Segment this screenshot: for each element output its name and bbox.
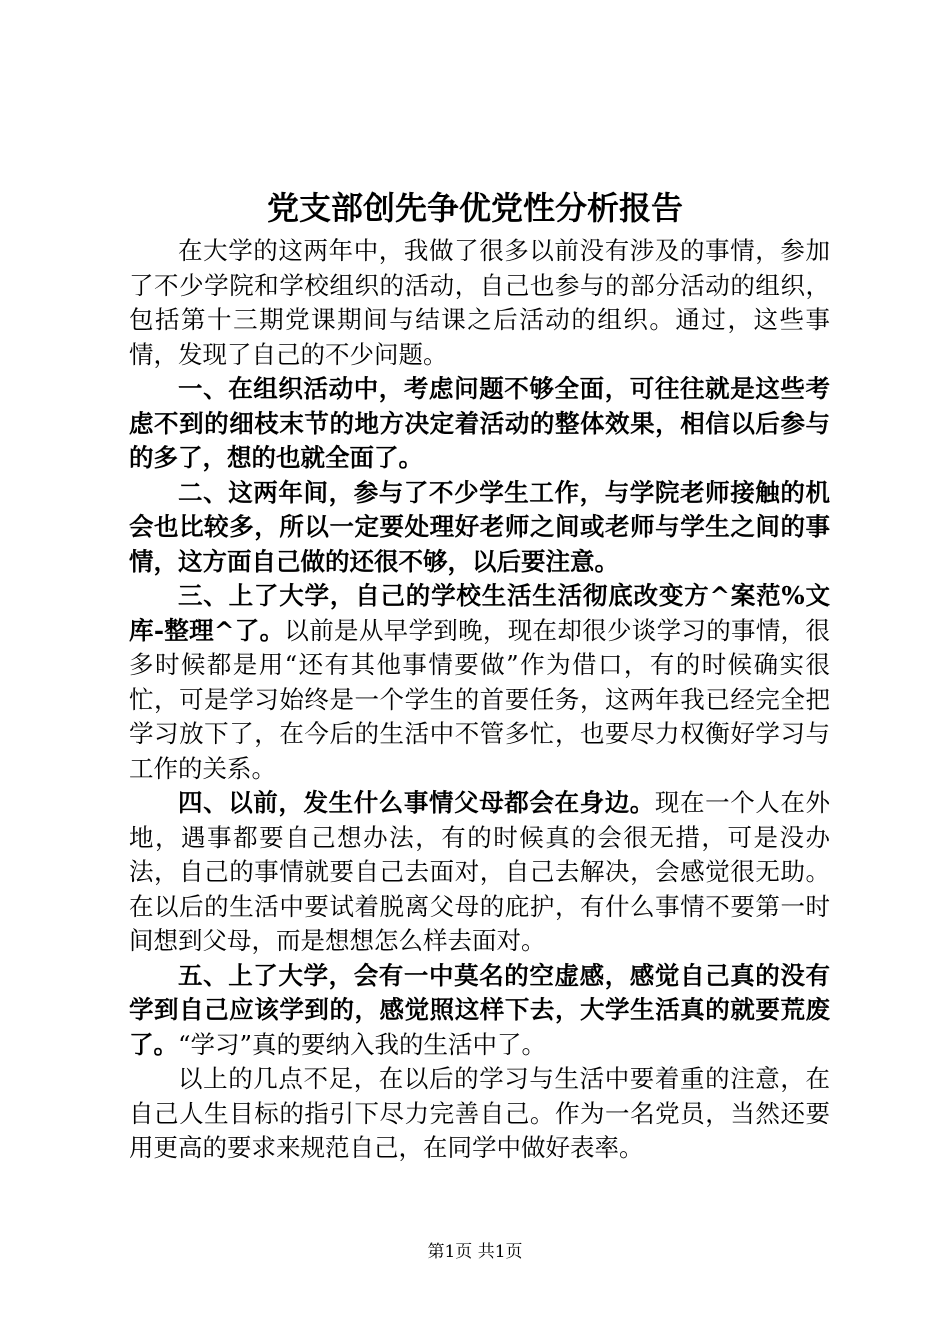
paragraph-text: 现在一个人在外地，遇事都要自己想办法，有的时候真的会很无措，可是没办法，自己的事情就要自己去面对，自己去解决，会感觉很无助。在以后的生活中要试着脱离父母的庇护，有什么事情不要第一时间想到父母，而是想想怎么样去面对。	[129, 788, 831, 955]
paragraph-text: 在大学的这两年中，我做了很多以前没有涉及的事情，参加了不少学院和学校组织的活动，自己也参与的部分活动的组织，包括第十三期党课期间与结课之后活动的组织。通过，这些事情，发现了自己的不少问题。	[129, 236, 830, 369]
paragraph-lead: 三、上了大学，自己的学校生活生活彻底改变方^案范%文库-整理^了。	[129, 581, 830, 645]
paragraph-point-2	[129, 476, 830, 580]
paragraph-point-4	[129, 786, 830, 959]
paragraph-lead: 四、以前，发生什么事情父母都会在身边。	[178, 788, 655, 817]
paragraph-conclusion	[129, 1062, 830, 1166]
paragraph-point-5	[129, 959, 830, 1063]
document-body	[129, 234, 830, 1166]
paragraph-point-3	[129, 579, 830, 786]
paragraph-lead: 二、这两年间，参与了不少学生工作，与学院老师接触的机会也比较多，所以一定要处理好老师之间或老师与学生之间的事情，这方面自己做的还很不够，以后要注意。	[129, 477, 830, 576]
paragraph-lead: 一、在组织活动中，考虑问题不够全面，可往往就是这些考虑不到的细枝末节的地方决定着活动的整体效果，相信以后参与的多了，想的也就全面了。	[129, 374, 830, 472]
paragraph-point-1	[129, 372, 830, 476]
paragraph-lead: 五、上了大学，会有一中莫名的空虚感，感觉自己真的没有学到自己应该学到的，感觉照这样下去，大学生活真的就要荒废了。	[129, 960, 830, 1059]
paragraph-intro	[129, 234, 830, 372]
paragraph-text: 以上的几点不足，在以后的学习与生活中要着重的注意，在自己人生目标的指引下尽力完善自己。作为一名党员，当然还要用更高的要求来规范自己，在同学中做好表率。	[129, 1064, 830, 1162]
paragraph-text: “学习”真的要纳入我的生活中了。	[178, 1029, 547, 1059]
page-footer: 第1页 共1页	[427, 1242, 523, 1262]
paragraph-text: 以前是从早学到晚，现在却很少谈学习的事情，很多时候都是用“还有其他事情要做”作为借口，有的时候确实很忙，可是学习始终是一个学生的首要任务，这两年我已经完全把学习放下了，在今后的生活中不管多忙，也要尽力权衡好学习与工作的关系。	[129, 615, 831, 783]
document-title: 党支部创先争优党性分析报告	[266, 189, 683, 227]
